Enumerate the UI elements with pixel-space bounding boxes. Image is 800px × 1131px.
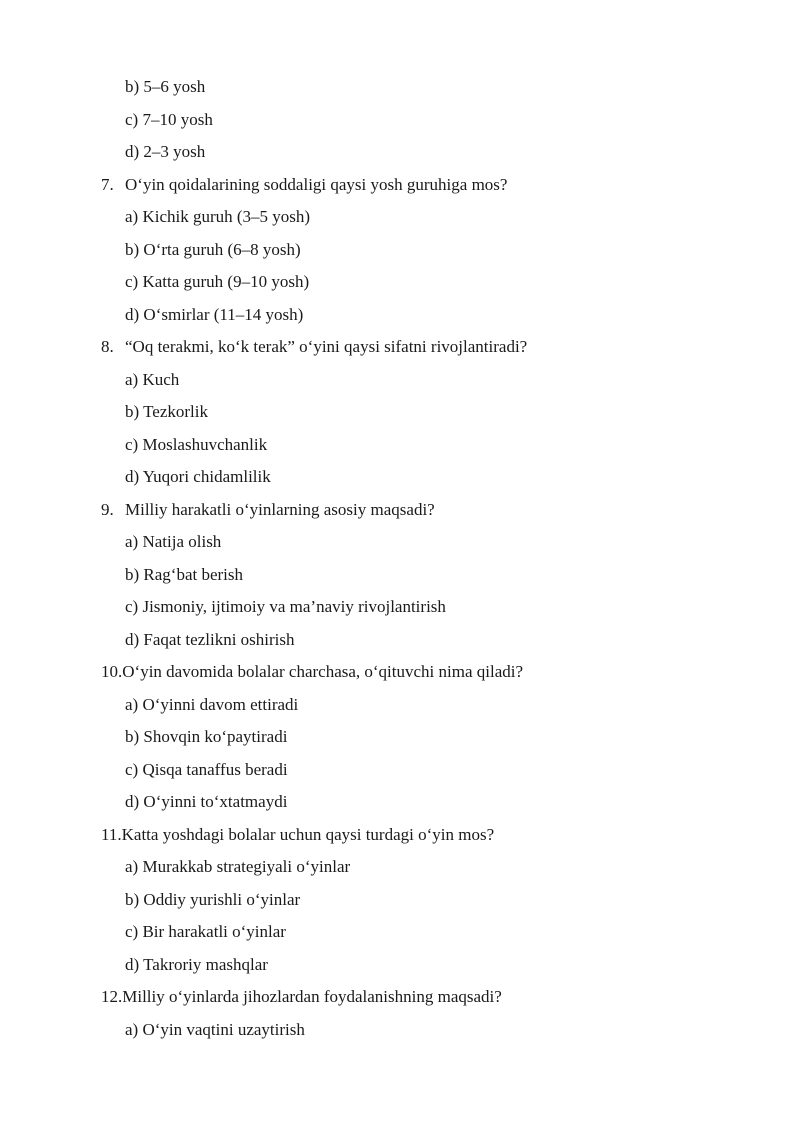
answer-option: a) O‘yinni davom ettiradi <box>125 694 299 714</box>
question-line <box>0 981 800 1014</box>
question-line <box>0 169 800 202</box>
answer-option: b) Tezkorlik <box>125 402 208 421</box>
answer-option: b) Rag‘bat berish <box>125 564 244 584</box>
answer-option: c) Jismoniy, ijtimoiy va ma’naviy rivojlantirish <box>125 597 446 616</box>
answer-option: d) O‘smirlar (11–14 yosh) <box>125 304 304 324</box>
answer-option: d) O‘yinni to‘xtatmaydi <box>125 792 288 811</box>
answer-option: b) O‘rta guruh (6–8 yosh) <box>125 239 301 259</box>
question-number: 7. <box>101 174 114 194</box>
answer-option: d) Faqat tezlikni oshirish <box>125 629 295 649</box>
answer-option: c) Bir harakatli o‘yinlar <box>125 922 286 941</box>
question-text: Milliy o‘yinlarda jihozlardan foydalanishning maqsadi? <box>122 987 502 1006</box>
answer-option: a) O‘yin vaqtini uzaytirish <box>125 1019 305 1039</box>
question-line <box>0 656 800 689</box>
answer-option: d) 2–3 yosh <box>125 142 206 161</box>
question-line <box>0 819 800 852</box>
answer-option: a) Murakkab strategiyali o‘yinlar <box>125 857 351 876</box>
question-number: 9. <box>101 499 114 519</box>
question-number: 10. <box>101 662 123 681</box>
question-text: Katta yoshdagi bolalar uchun qaysi turdagi o‘yin mos? <box>121 824 495 844</box>
answer-option: d) Yuqori chidamlilik <box>125 467 271 486</box>
answer-option: c) 7–10 yosh <box>125 109 213 129</box>
document-page <box>0 71 800 1046</box>
question-line <box>0 494 800 527</box>
answer-option: b) 5–6 yosh <box>125 77 206 96</box>
answer-option: d) Takroriy mashqlar <box>125 954 268 974</box>
answer-option: c) Katta guruh (9–10 yosh) <box>125 272 310 291</box>
answer-option: a) Natija olish <box>125 532 222 551</box>
question-line <box>0 331 800 364</box>
answer-option: c) Qisqa tanaffus beradi <box>125 759 288 779</box>
question-text: O‘yin qoidalarining soddaligi qaysi yosh guruhiga mos? <box>125 174 508 194</box>
answer-option: b) Shovqin ko‘paytiradi <box>125 727 288 746</box>
question-number: 12. <box>101 987 123 1006</box>
answer-option: b) Oddiy yurishli o‘yinlar <box>125 889 301 909</box>
question-number: 8. <box>101 337 114 356</box>
question-text: O‘yin davomida bolalar charchasa, o‘qituvchi nima qiladi? <box>122 662 524 681</box>
answer-option: a) Kuch <box>125 369 180 389</box>
question-text: “Oq terakmi, ko‘k terak” o‘yini qaysi sifatni rivojlantiradi? <box>125 337 528 356</box>
question-text: Milliy harakatli o‘yinlarning asosiy maqsadi? <box>125 499 435 519</box>
answer-option: a) Kichik guruh (3–5 yosh) <box>125 207 311 226</box>
answer-option: c) Moslashuvchanlik <box>125 434 268 454</box>
question-number: 11. <box>101 824 122 844</box>
